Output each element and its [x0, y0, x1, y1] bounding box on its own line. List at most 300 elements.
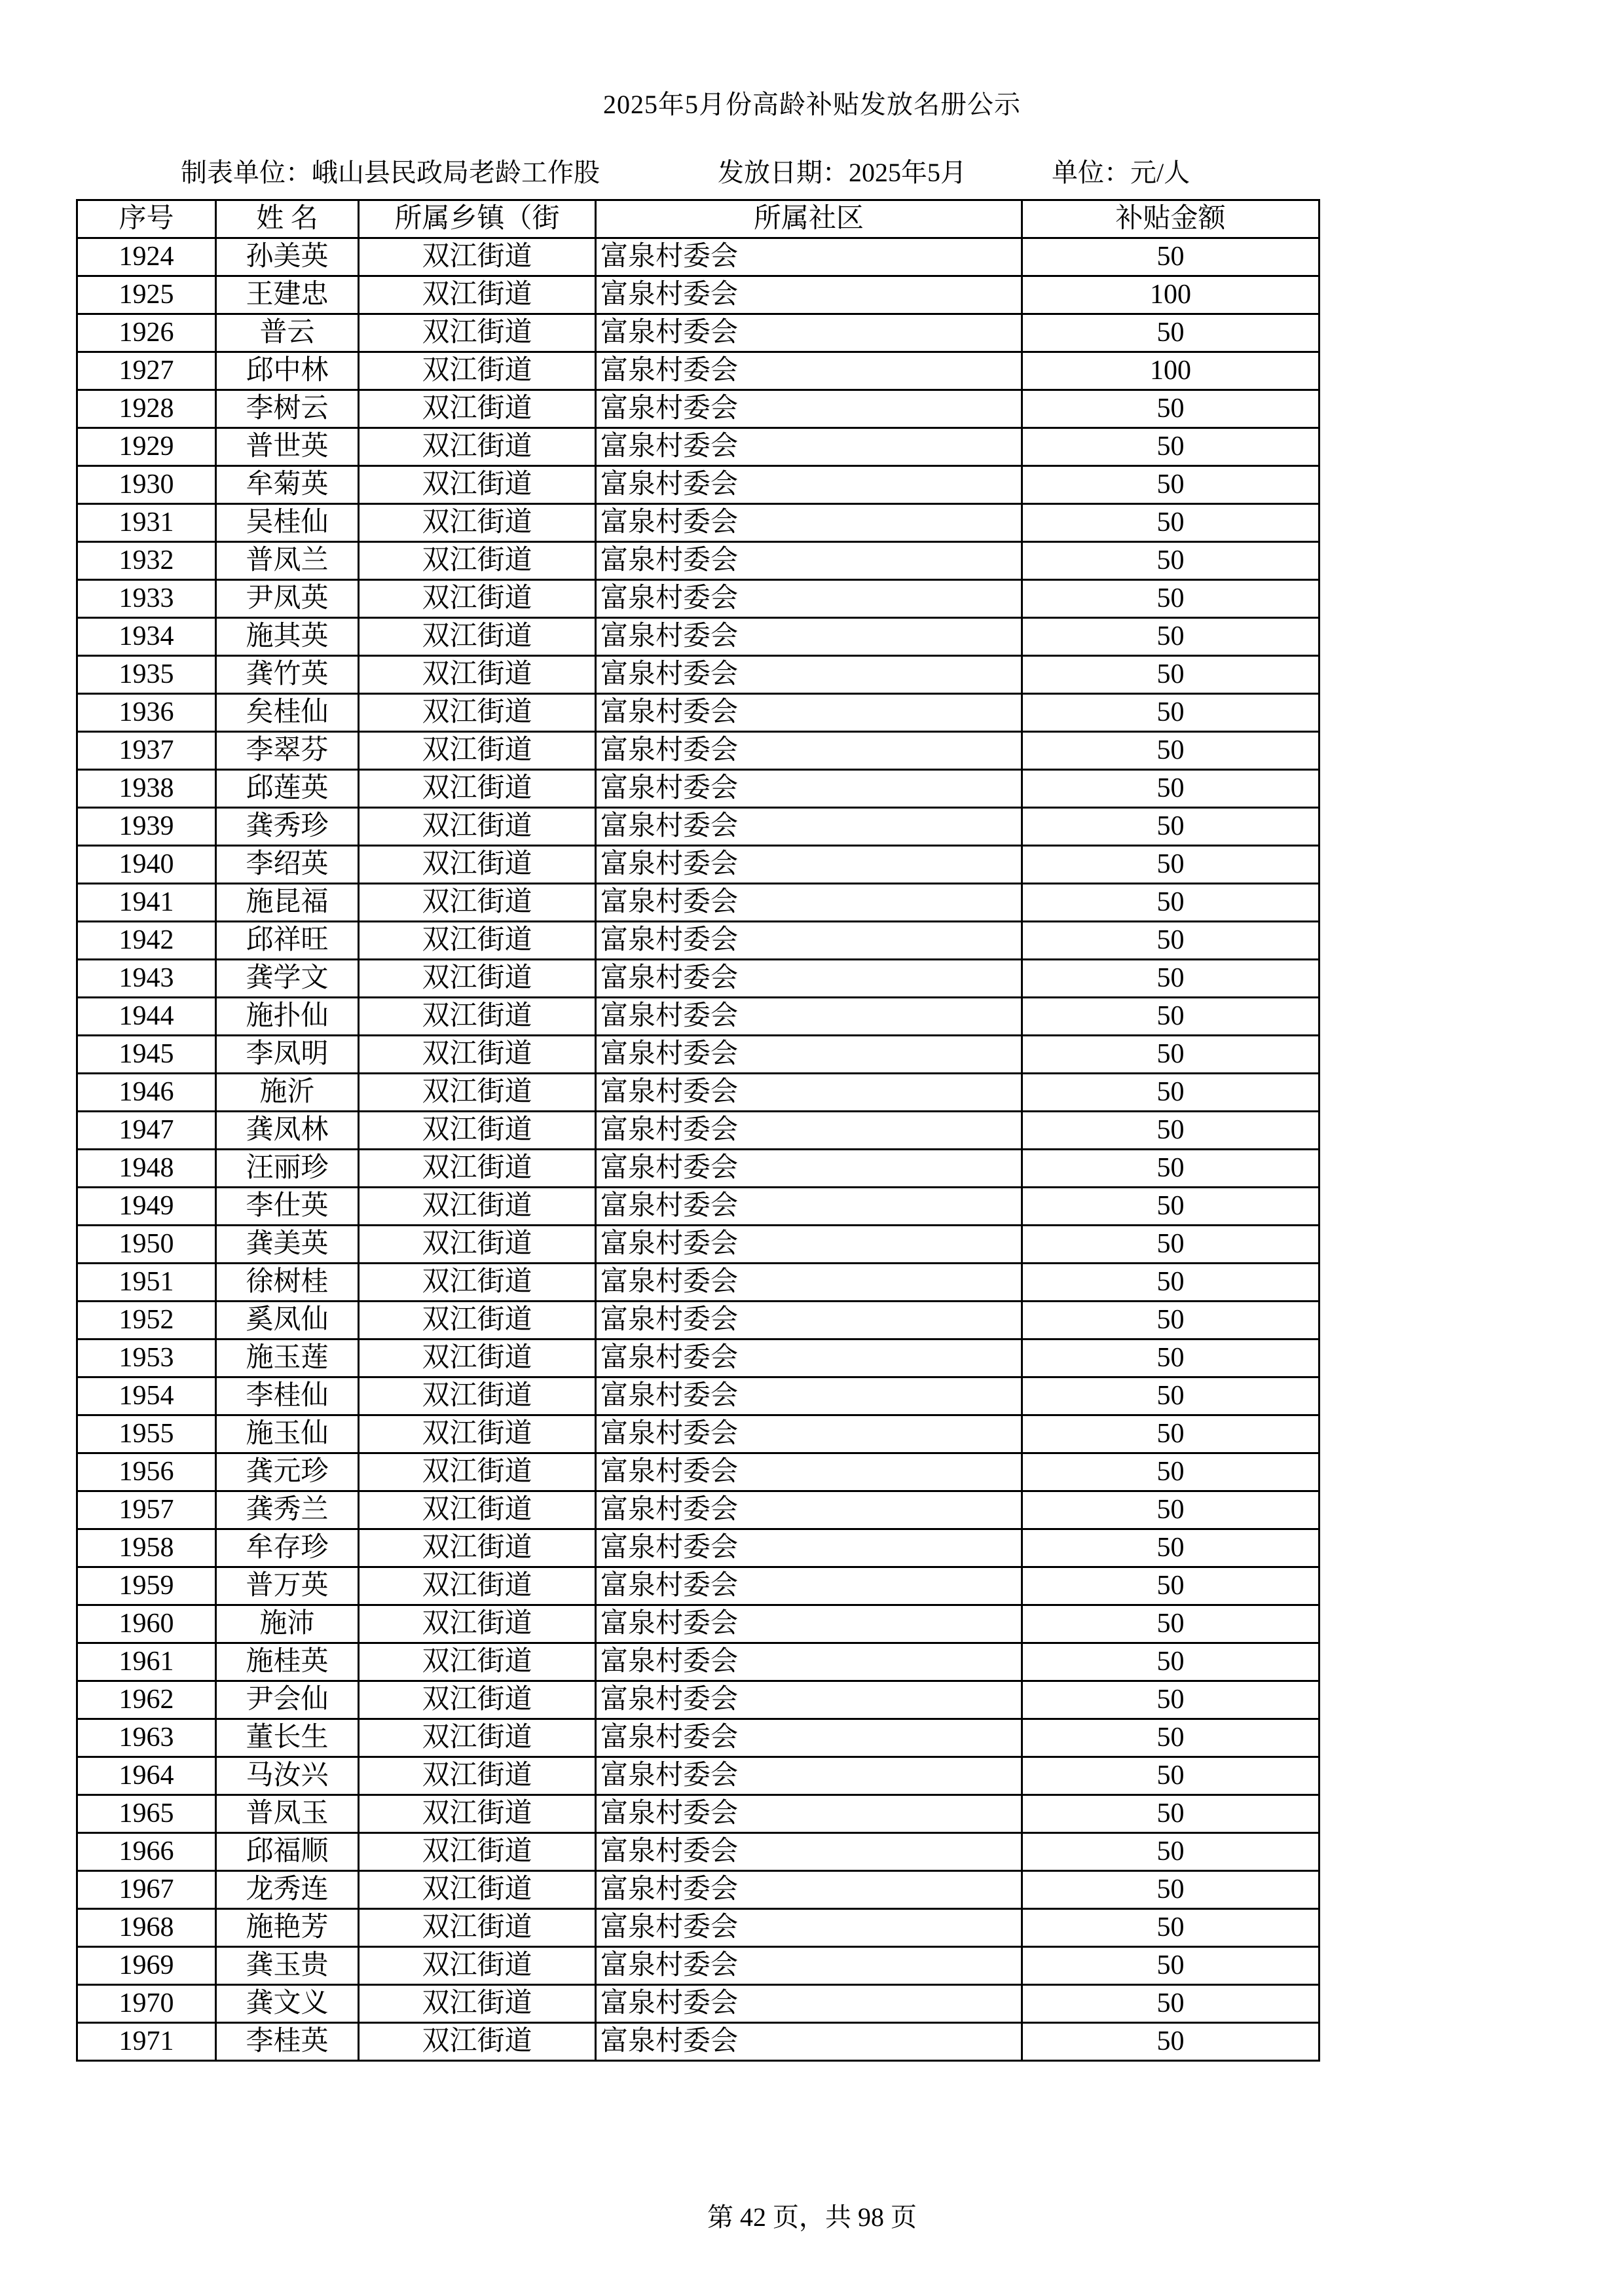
cell-name: 施桂英 [216, 1643, 359, 1681]
cell-amount: 50 [1022, 808, 1320, 846]
cell-name: 王建忠 [216, 276, 359, 314]
cell-index: 1940 [77, 846, 216, 884]
cell-name: 李桂仙 [216, 1377, 359, 1415]
cell-index: 1927 [77, 352, 216, 390]
cell-name: 矣桂仙 [216, 694, 359, 732]
cell-index: 1968 [77, 1909, 216, 1947]
cell-amount: 50 [1022, 998, 1320, 1036]
cell-amount: 50 [1022, 238, 1320, 276]
cell-community: 富泉村委会 [596, 618, 1022, 656]
page-footer: 第 42 页，共 98 页 [707, 2202, 917, 2232]
cell-name: 李仕英 [216, 1188, 359, 1226]
cell-community: 富泉村委会 [596, 314, 1022, 352]
table-row [77, 656, 1320, 694]
table-row [77, 770, 1320, 808]
cell-community: 富泉村委会 [596, 352, 1022, 390]
table-row [77, 618, 1320, 656]
cell-index: 1943 [77, 960, 216, 998]
table-header-row [77, 200, 1320, 238]
cell-town: 双江街道 [359, 1909, 596, 1947]
cell-index: 1965 [77, 1795, 216, 1833]
cell-town: 双江街道 [359, 618, 596, 656]
cell-town: 双江街道 [359, 1188, 596, 1226]
table-row [77, 2023, 1320, 2061]
cell-town: 双江街道 [359, 1719, 596, 1757]
cell-amount: 50 [1022, 770, 1320, 808]
cell-community: 富泉村委会 [596, 2023, 1022, 2061]
cell-index: 1949 [77, 1188, 216, 1226]
cell-town: 双江街道 [359, 1491, 596, 1529]
cell-community: 富泉村委会 [596, 1871, 1022, 1909]
cell-index: 1928 [77, 390, 216, 428]
cell-index: 1933 [77, 580, 216, 618]
cell-name: 龚竹英 [216, 656, 359, 694]
cell-town: 双江街道 [359, 770, 596, 808]
cell-town: 双江街道 [359, 846, 596, 884]
meta-date: 发放日期：2025年5月 [718, 158, 967, 187]
cell-community: 富泉村委会 [596, 960, 1022, 998]
cell-community: 富泉村委会 [596, 238, 1022, 276]
cell-amount: 50 [1022, 1605, 1320, 1643]
cell-index: 1935 [77, 656, 216, 694]
cell-town: 双江街道 [359, 1302, 596, 1339]
cell-amount: 50 [1022, 1226, 1320, 1264]
table-row [77, 922, 1320, 960]
table-row [77, 1377, 1320, 1415]
cell-name: 尹会仙 [216, 1681, 359, 1719]
cell-index: 1966 [77, 1833, 216, 1871]
table-row [77, 1643, 1320, 1681]
cell-index: 1929 [77, 428, 216, 466]
table-row [77, 1491, 1320, 1529]
cell-community: 富泉村委会 [596, 732, 1022, 770]
cell-town: 双江街道 [359, 1643, 596, 1681]
cell-index: 1936 [77, 694, 216, 732]
cell-town: 双江街道 [359, 1453, 596, 1491]
cell-amount: 50 [1022, 428, 1320, 466]
cell-town: 双江街道 [359, 504, 596, 542]
cell-name: 董长生 [216, 1719, 359, 1757]
cell-town: 双江街道 [359, 390, 596, 428]
cell-town: 双江街道 [359, 314, 596, 352]
table-row [77, 1036, 1320, 1074]
table-row [77, 1947, 1320, 1985]
cell-name: 施昆福 [216, 884, 359, 922]
cell-amount: 50 [1022, 2023, 1320, 2061]
cell-index: 1956 [77, 1453, 216, 1491]
table-row [77, 1567, 1320, 1605]
table-meta [181, 152, 1190, 189]
cell-town: 双江街道 [359, 960, 596, 998]
cell-index: 1971 [77, 2023, 216, 2061]
cell-amount: 50 [1022, 1909, 1320, 1947]
header-amount: 补贴金额 [1022, 200, 1320, 238]
cell-name: 普世英 [216, 428, 359, 466]
cell-amount: 50 [1022, 732, 1320, 770]
table-row [77, 390, 1320, 428]
cell-amount: 50 [1022, 390, 1320, 428]
table-row [77, 884, 1320, 922]
cell-name: 龚玉贵 [216, 1947, 359, 1985]
cell-community: 富泉村委会 [596, 770, 1022, 808]
cell-amount: 50 [1022, 542, 1320, 580]
cell-community: 富泉村委会 [596, 1491, 1022, 1529]
cell-town: 双江街道 [359, 1871, 596, 1909]
cell-town: 双江街道 [359, 1339, 596, 1377]
cell-community: 富泉村委会 [596, 1947, 1022, 1985]
cell-name: 汪丽珍 [216, 1150, 359, 1188]
table-row [77, 238, 1320, 276]
cell-community: 富泉村委会 [596, 1339, 1022, 1377]
cell-index: 1930 [77, 466, 216, 504]
cell-name: 龚秀兰 [216, 1491, 359, 1529]
cell-amount: 50 [1022, 1833, 1320, 1871]
cell-amount: 50 [1022, 694, 1320, 732]
cell-index: 1954 [77, 1377, 216, 1415]
cell-amount: 50 [1022, 1985, 1320, 2023]
cell-town: 双江街道 [359, 276, 596, 314]
header-town: 所属乡镇（街 [359, 200, 596, 238]
cell-community: 富泉村委会 [596, 1453, 1022, 1491]
cell-amount: 50 [1022, 1871, 1320, 1909]
cell-amount: 50 [1022, 1567, 1320, 1605]
table-row [77, 504, 1320, 542]
cell-community: 富泉村委会 [596, 922, 1022, 960]
cell-amount: 50 [1022, 960, 1320, 998]
meta-org: 制表单位：峨山县民政局老龄工作股 [181, 158, 600, 187]
cell-town: 双江街道 [359, 238, 596, 276]
cell-town: 双江街道 [359, 1833, 596, 1871]
table-row [77, 998, 1320, 1036]
table-row [77, 808, 1320, 846]
cell-town: 双江街道 [359, 1226, 596, 1264]
table-row [77, 732, 1320, 770]
cell-index: 1944 [77, 998, 216, 1036]
cell-community: 富泉村委会 [596, 1377, 1022, 1415]
table-row [77, 1871, 1320, 1909]
cell-index: 1942 [77, 922, 216, 960]
meta-unit: 单位：元/人 [1052, 158, 1190, 187]
cell-town: 双江街道 [359, 542, 596, 580]
cell-amount: 50 [1022, 656, 1320, 694]
cell-community: 富泉村委会 [596, 1985, 1022, 2023]
cell-town: 双江街道 [359, 1605, 596, 1643]
page-title: 2025年5月份高龄补贴发放名册公示 [603, 90, 1021, 119]
table-row [77, 846, 1320, 884]
cell-index: 1960 [77, 1605, 216, 1643]
cell-name: 李凤明 [216, 1036, 359, 1074]
table-row [77, 694, 1320, 732]
cell-amount: 50 [1022, 1150, 1320, 1188]
cell-town: 双江街道 [359, 884, 596, 922]
cell-town: 双江街道 [359, 808, 596, 846]
cell-index: 1957 [77, 1491, 216, 1529]
cell-town: 双江街道 [359, 1112, 596, 1150]
cell-amount: 50 [1022, 884, 1320, 922]
cell-name: 龚美英 [216, 1226, 359, 1264]
cell-community: 富泉村委会 [596, 428, 1022, 466]
cell-community: 富泉村委会 [596, 1415, 1022, 1453]
cell-name: 施玉莲 [216, 1339, 359, 1377]
cell-index: 1948 [77, 1150, 216, 1188]
cell-name: 龚学文 [216, 960, 359, 998]
table-row [77, 1264, 1320, 1302]
cell-name: 龚秀珍 [216, 808, 359, 846]
cell-name: 李桂英 [216, 2023, 359, 2061]
table-row [77, 580, 1320, 618]
cell-name: 奚凤仙 [216, 1302, 359, 1339]
cell-index: 1951 [77, 1264, 216, 1302]
cell-community: 富泉村委会 [596, 580, 1022, 618]
cell-amount: 100 [1022, 352, 1320, 390]
table-row [77, 1453, 1320, 1491]
table-row [77, 1226, 1320, 1264]
cell-town: 双江街道 [359, 656, 596, 694]
cell-town: 双江街道 [359, 694, 596, 732]
cell-amount: 50 [1022, 1074, 1320, 1112]
cell-index: 1955 [77, 1415, 216, 1453]
cell-amount: 50 [1022, 1491, 1320, 1529]
cell-name: 普凤兰 [216, 542, 359, 580]
cell-amount: 50 [1022, 846, 1320, 884]
cell-name: 施其英 [216, 618, 359, 656]
cell-index: 1962 [77, 1681, 216, 1719]
cell-community: 富泉村委会 [596, 276, 1022, 314]
cell-index: 1946 [77, 1074, 216, 1112]
table-row [77, 1605, 1320, 1643]
cell-name: 普凤玉 [216, 1795, 359, 1833]
cell-name: 龙秀连 [216, 1871, 359, 1909]
cell-amount: 50 [1022, 1795, 1320, 1833]
cell-name: 牟菊英 [216, 466, 359, 504]
cell-town: 双江街道 [359, 1757, 596, 1795]
table-body [77, 238, 1320, 2061]
cell-town: 双江街道 [359, 466, 596, 504]
cell-community: 富泉村委会 [596, 1567, 1022, 1605]
cell-amount: 50 [1022, 1643, 1320, 1681]
cell-name: 李绍英 [216, 846, 359, 884]
table-row [77, 314, 1320, 352]
table-row [77, 542, 1320, 580]
cell-index: 1958 [77, 1529, 216, 1567]
cell-community: 富泉村委会 [596, 846, 1022, 884]
table-row [77, 1188, 1320, 1226]
cell-index: 1939 [77, 808, 216, 846]
cell-name: 尹凤英 [216, 580, 359, 618]
cell-index: 1961 [77, 1643, 216, 1681]
cell-name: 施艳芳 [216, 1909, 359, 1947]
cell-name: 施扑仙 [216, 998, 359, 1036]
cell-amount: 50 [1022, 1112, 1320, 1150]
cell-community: 富泉村委会 [596, 504, 1022, 542]
cell-amount: 50 [1022, 1529, 1320, 1567]
cell-community: 富泉村委会 [596, 656, 1022, 694]
cell-community: 富泉村委会 [596, 390, 1022, 428]
cell-index: 1941 [77, 884, 216, 922]
cell-community: 富泉村委会 [596, 1226, 1022, 1264]
cell-community: 富泉村委会 [596, 1795, 1022, 1833]
cell-community: 富泉村委会 [596, 1112, 1022, 1150]
table-row [77, 1074, 1320, 1112]
cell-town: 双江街道 [359, 1036, 596, 1074]
cell-index: 1952 [77, 1302, 216, 1339]
cell-amount: 50 [1022, 1188, 1320, 1226]
table-row [77, 1150, 1320, 1188]
cell-community: 富泉村委会 [596, 1036, 1022, 1074]
cell-name: 邱福顺 [216, 1833, 359, 1871]
cell-town: 双江街道 [359, 352, 596, 390]
header-community: 所属社区 [596, 200, 1022, 238]
cell-index: 1932 [77, 542, 216, 580]
table-row [77, 1302, 1320, 1339]
cell-community: 富泉村委会 [596, 466, 1022, 504]
cell-community: 富泉村委会 [596, 1302, 1022, 1339]
cell-amount: 50 [1022, 1681, 1320, 1719]
cell-index: 1945 [77, 1036, 216, 1074]
cell-index: 1950 [77, 1226, 216, 1264]
cell-community: 富泉村委会 [596, 1643, 1022, 1681]
table-row [77, 428, 1320, 466]
cell-town: 双江街道 [359, 922, 596, 960]
table-row [77, 276, 1320, 314]
cell-name: 龚凤林 [216, 1112, 359, 1150]
cell-index: 1924 [77, 238, 216, 276]
cell-town: 双江街道 [359, 1795, 596, 1833]
header-name: 姓 名 [216, 200, 359, 238]
cell-index: 1947 [77, 1112, 216, 1150]
cell-town: 双江街道 [359, 1415, 596, 1453]
cell-community: 富泉村委会 [596, 884, 1022, 922]
cell-index: 1937 [77, 732, 216, 770]
table-row [77, 1757, 1320, 1795]
cell-amount: 50 [1022, 1757, 1320, 1795]
cell-community: 富泉村委会 [596, 1264, 1022, 1302]
table-row [77, 1529, 1320, 1567]
cell-town: 双江街道 [359, 1529, 596, 1567]
cell-town: 双江街道 [359, 1681, 596, 1719]
cell-community: 富泉村委会 [596, 998, 1022, 1036]
table-row [77, 1833, 1320, 1871]
table-row [77, 1795, 1320, 1833]
cell-community: 富泉村委会 [596, 1909, 1022, 1947]
cell-amount: 50 [1022, 1947, 1320, 1985]
cell-index: 1967 [77, 1871, 216, 1909]
cell-amount: 50 [1022, 922, 1320, 960]
cell-community: 富泉村委会 [596, 808, 1022, 846]
table-row [77, 352, 1320, 390]
cell-amount: 50 [1022, 1339, 1320, 1377]
table-row [77, 466, 1320, 504]
cell-community: 富泉村委会 [596, 1074, 1022, 1112]
cell-amount: 100 [1022, 276, 1320, 314]
cell-amount: 50 [1022, 580, 1320, 618]
cell-amount: 50 [1022, 1264, 1320, 1302]
cell-index: 1969 [77, 1947, 216, 1985]
cell-index: 1953 [77, 1339, 216, 1377]
cell-town: 双江街道 [359, 2023, 596, 2061]
cell-amount: 50 [1022, 1453, 1320, 1491]
cell-amount: 50 [1022, 466, 1320, 504]
cell-index: 1938 [77, 770, 216, 808]
cell-community: 富泉村委会 [596, 1605, 1022, 1643]
cell-town: 双江街道 [359, 998, 596, 1036]
cell-name: 龚元珍 [216, 1453, 359, 1491]
cell-amount: 50 [1022, 1377, 1320, 1415]
cell-name: 施玉仙 [216, 1415, 359, 1453]
cell-community: 富泉村委会 [596, 1150, 1022, 1188]
cell-name: 马汝兴 [216, 1757, 359, 1795]
cell-community: 富泉村委会 [596, 1757, 1022, 1795]
cell-index: 1963 [77, 1719, 216, 1757]
cell-amount: 50 [1022, 1036, 1320, 1074]
header-index: 序号 [77, 200, 216, 238]
cell-name: 邱莲英 [216, 770, 359, 808]
cell-town: 双江街道 [359, 580, 596, 618]
table-row [77, 1719, 1320, 1757]
cell-name: 吴桂仙 [216, 504, 359, 542]
cell-amount: 50 [1022, 1415, 1320, 1453]
cell-town: 双江街道 [359, 428, 596, 466]
cell-town: 双江街道 [359, 1074, 596, 1112]
cell-community: 富泉村委会 [596, 542, 1022, 580]
cell-community: 富泉村委会 [596, 1529, 1022, 1567]
cell-index: 1925 [77, 276, 216, 314]
cell-town: 双江街道 [359, 1264, 596, 1302]
cell-name: 徐树桂 [216, 1264, 359, 1302]
cell-amount: 50 [1022, 314, 1320, 352]
cell-name: 牟存珍 [216, 1529, 359, 1567]
cell-name: 施沂 [216, 1074, 359, 1112]
cell-name: 孙美英 [216, 238, 359, 276]
cell-town: 双江街道 [359, 1150, 596, 1188]
cell-amount: 50 [1022, 1719, 1320, 1757]
cell-name: 邱中林 [216, 352, 359, 390]
cell-name: 普云 [216, 314, 359, 352]
cell-community: 富泉村委会 [596, 1681, 1022, 1719]
table-row [77, 1985, 1320, 2023]
cell-index: 1959 [77, 1567, 216, 1605]
cell-amount: 50 [1022, 504, 1320, 542]
table-row [77, 1415, 1320, 1453]
cell-amount: 50 [1022, 1302, 1320, 1339]
cell-name: 龚文义 [216, 1985, 359, 2023]
table-row [77, 1681, 1320, 1719]
cell-name: 施沛 [216, 1605, 359, 1643]
table-row [77, 1339, 1320, 1377]
cell-town: 双江街道 [359, 1985, 596, 2023]
cell-name: 普万英 [216, 1567, 359, 1605]
cell-community: 富泉村委会 [596, 694, 1022, 732]
cell-town: 双江街道 [359, 732, 596, 770]
cell-community: 富泉村委会 [596, 1833, 1022, 1871]
table-row [77, 960, 1320, 998]
cell-index: 1964 [77, 1757, 216, 1795]
cell-town: 双江街道 [359, 1567, 596, 1605]
cell-community: 富泉村委会 [596, 1188, 1022, 1226]
cell-town: 双江街道 [359, 1947, 596, 1985]
cell-name: 李翠芬 [216, 732, 359, 770]
cell-index: 1931 [77, 504, 216, 542]
cell-index: 1934 [77, 618, 216, 656]
cell-community: 富泉村委会 [596, 1719, 1022, 1757]
table-row [77, 1909, 1320, 1947]
cell-amount: 50 [1022, 618, 1320, 656]
cell-index: 1926 [77, 314, 216, 352]
subsidy-table [76, 199, 1320, 2062]
cell-town: 双江街道 [359, 1377, 596, 1415]
cell-name: 李树云 [216, 390, 359, 428]
table-row [77, 1112, 1320, 1150]
